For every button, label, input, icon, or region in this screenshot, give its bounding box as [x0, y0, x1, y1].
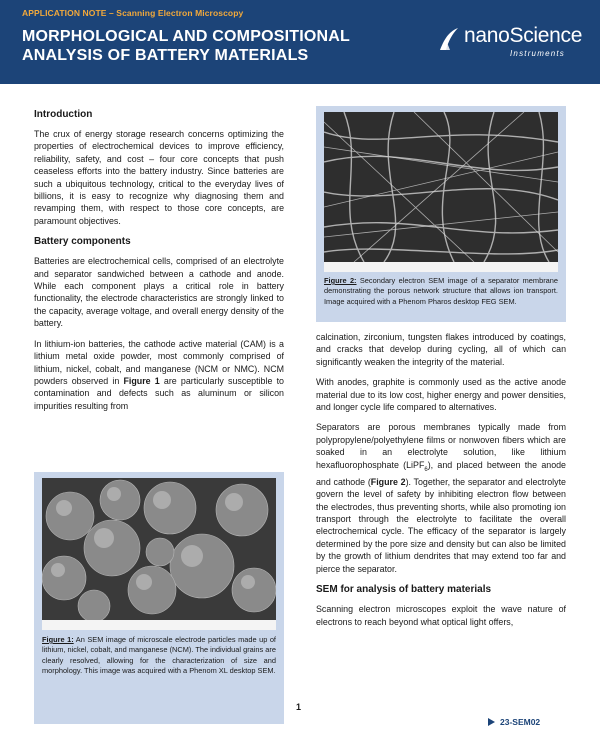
sem-image-ncm-particles [42, 478, 276, 630]
intro-paragraph: The crux of energy storage research concerns optimizing the properties of electrochemical devices to improve efficiency, reliability, safety, and cost – four core concepts that push ceaseless efforts into the battery industry. Since batteries are such a ubiquitous technology, critical to the everyday lives of billions, it is easy to recognize why diagnosing them and revamping them, with respect to those core concepts, are paramount objectives. [34, 129, 284, 226]
sem-scale-bar [42, 620, 276, 630]
text-run: ), and placed between the anode and cathode ( [316, 459, 566, 487]
section-heading-introduction: Introduction [34, 109, 93, 120]
document-code: 23-SEM02 [500, 717, 541, 727]
sem-scale-bar [324, 262, 558, 272]
figure-2-caption-text: Secondary electron SEM image of a separator membrane demonstrating the porous network structure that allows ion transport. Image acquired with a Phenom Pharos desktop FEG SEM. [324, 276, 558, 306]
left-column [34, 108, 284, 420]
figure-reference: Figure 1 [123, 375, 160, 386]
logo-swoosh-icon [438, 26, 460, 52]
page-number: 1 [296, 702, 302, 712]
application-note-label: APPLICATION NOTE – Scanning Electron Microscopy [22, 8, 244, 18]
section-heading-battery-components: Battery components [34, 236, 131, 248]
components-paragraph-1: Batteries are electrochemical cells, comprised of an electrolyte and separator sandwiched between a cathode and anode. While each component plays a critical role in battery functionality, the electrode characteristics are strongly linked to the capacity, average voltage, and overall energy density of the battery. [34, 256, 284, 329]
right-paragraph-4: Scanning electron microscopes exploit the wave nature of electrons to reach beyond what optical light offers, [316, 604, 566, 627]
figure-1-caption [42, 635, 276, 677]
figure-2-caption [324, 276, 558, 307]
text-run: In lithium-ion batteries, the cathode active material (CAM) is a lithium metal oxide powder, most commonly comprised of lithium, nickel, cobalt, and manganese (NCM or NMC). NCM powders observed in [34, 338, 284, 386]
text-run: ). Together, the separator and electrolyte govern the level of safety by inhibiting electron flow between the electrodes, thus preventing shorts, while also promoting ion transport through the electrolyte to facilitate the overall electrochemical cycle. The efficacy of the separator is largely determined by the pore size and density but can also be limited by the growth of lithium dendrites that may extend too far and pierce the separator. [316, 476, 566, 574]
text-run: are particularly susceptible to contamination and defects such as aluminum or silicon impurities resulting from [34, 375, 284, 411]
logo-subtitle: Instruments [510, 49, 565, 58]
figure-2 [316, 106, 566, 322]
figure-1 [34, 472, 284, 724]
document-title: MORPHOLOGICAL AND COMPOSITIONAL ANALYSIS OF BATTERY MATERIALS [22, 28, 350, 64]
right-column [316, 331, 566, 636]
logo-name: nanoScience [464, 24, 583, 47]
nanoscience-logo [438, 22, 588, 62]
components-paragraph-2 [34, 338, 284, 412]
subscript: 6 [424, 466, 428, 473]
right-paragraph-1: calcination, zirconium, tungsten flakes introduced by coatings, and cracks that develop during cycling, all of which can significantly weaken the integrity of the material. [316, 332, 566, 367]
right-paragraph-2: With anodes, graphite is commonly used as the active anode material due to its low cost, higher energy and power densities, and longer cycle life compared to alternatives. [316, 377, 566, 413]
figure-reference: Figure 2 [370, 476, 406, 487]
text-run: Separators are porous membranes typically made from polypropylene/polyethylene films or nonwoven fibers which are soaked in an electrolyte solution, like lithium hexafluorophosphate (LiPF [316, 422, 566, 470]
arrow-icon [488, 718, 495, 726]
figure-1-caption-text: An SEM image of microscale electrode particles made up of lithium, nickel, cobalt, and manganese (NCM). The individual grains are clearly resolved, allowing for the characterization of size and morphology. This image was acquired with a Phenom XL desktop SEM. [42, 635, 276, 676]
figure-2-label: Figure 2: [324, 276, 357, 285]
sem-image-separator-membrane [324, 112, 558, 272]
section-heading-sem-analysis: SEM for analysis of battery materials [316, 584, 492, 596]
header-banner [0, 0, 600, 84]
right-paragraph-3 [316, 421, 566, 575]
figure-1-label: Figure 1: [42, 635, 74, 644]
